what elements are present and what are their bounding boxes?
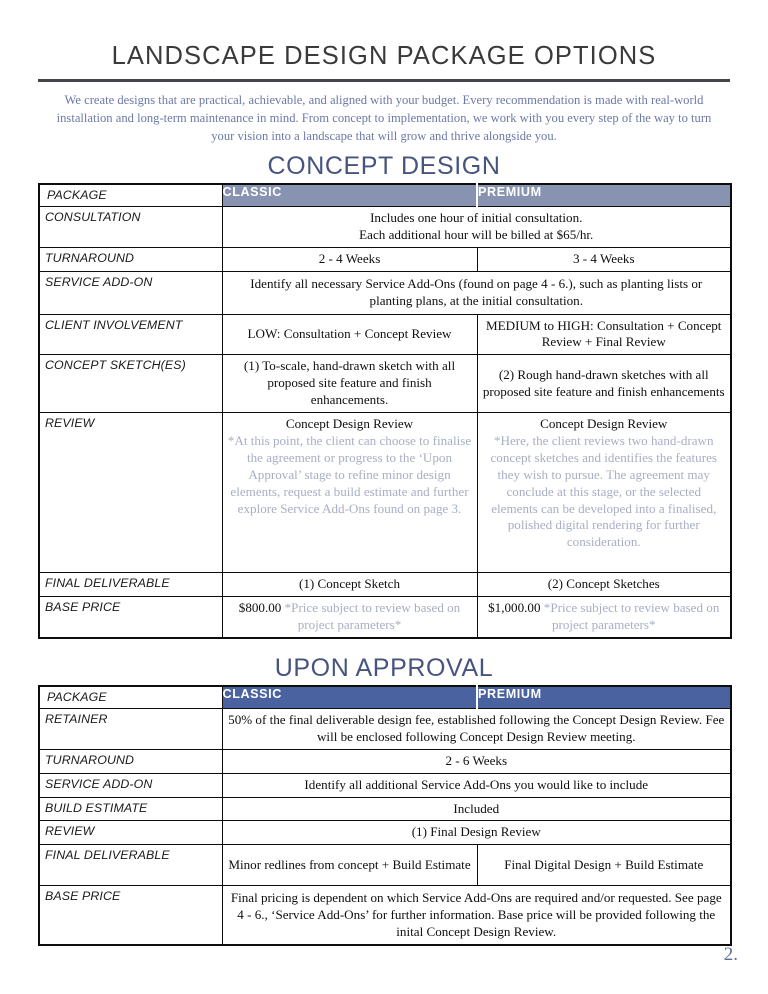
row-label-concept-sketches: CONCEPT SKETCH(ES) bbox=[39, 355, 222, 413]
column-header-premium: PREMIUM bbox=[477, 184, 731, 206]
table-header-row bbox=[39, 686, 731, 708]
row-value-client-involvement-classic: LOW: Consultation + Concept Review bbox=[222, 314, 477, 355]
row-value-build-estimate: Included bbox=[222, 797, 731, 821]
row-value-client-involvement-premium: MEDIUM to HIGH: Consultation + Concept Review + Final Review bbox=[477, 314, 731, 355]
base-price-classic-note: *Price subject to review based on project parameters* bbox=[284, 599, 461, 632]
table-row bbox=[39, 573, 731, 597]
row-label-service-add-on: SERVICE ADD-ON bbox=[39, 271, 222, 314]
row-label-turnaround: TURNAROUND bbox=[39, 749, 222, 773]
table-row bbox=[39, 206, 731, 247]
section-heading-concept-design: CONCEPT DESIGN bbox=[267, 151, 501, 180]
row-value-concept-sketches-classic: (1) To-scale, hand-drawn sketch with all proposed site feature and finish enhancements. bbox=[222, 355, 477, 413]
row-value-review: (1) Final Design Review bbox=[222, 821, 731, 845]
column-header-classic: CLASSIC bbox=[222, 184, 477, 206]
row-label-final-deliverable: FINAL DELIVERABLE bbox=[39, 573, 222, 597]
row-value-review-classic bbox=[222, 413, 477, 573]
row-label-build-estimate: BUILD ESTIMATE bbox=[39, 797, 222, 821]
review-classic-title: Concept Design Review bbox=[285, 416, 414, 432]
table-row bbox=[39, 708, 731, 749]
row-value-base-price: Final pricing is dependent on which Service Add-Ons are required and/or requested. See page 4 - 6., ‘Service Add-Ons’ for further information. Base price will be provided following the inital Concept Design Review. bbox=[222, 886, 731, 945]
row-value-final-deliverable-classic: Minor redlines from concept + Build Estimate bbox=[222, 845, 477, 886]
review-classic-note: *At this point, the client can choose to finalise the agreement or progress to the ‘Upon Approval’ stage to refine minor design elements, request a build estimate and further explore Service Add-Ons found on page 3. bbox=[227, 432, 472, 516]
page-number: 2. bbox=[723, 944, 738, 965]
row-value-consultation: Includes one hour of initial consultation. Each additional hour will be billed at $65/hr. bbox=[222, 206, 731, 247]
column-header-premium: PREMIUM bbox=[477, 686, 731, 708]
table-row bbox=[39, 773, 731, 797]
table-row bbox=[39, 749, 731, 773]
row-value-concept-sketches-premium: (2) Rough hand-drawn sketches with all proposed site feature and finish enhancements bbox=[477, 355, 731, 413]
table-row bbox=[39, 845, 731, 886]
row-label-retainer: RETAINER bbox=[39, 708, 222, 749]
table-row bbox=[39, 886, 731, 945]
intro-paragraph: We create designs that are practical, achievable, and aligned with your budget. Every recommendation is made with real-world installation and long-term maintenance in mind. From concept to implementation, we work with you every step of the way to turn your vision into a landscape that will grow and thrive alongside you. bbox=[56, 93, 712, 143]
upon-approval-table bbox=[38, 685, 732, 945]
row-label-base-price: BASE PRICE bbox=[39, 886, 222, 945]
row-label-final-deliverable: FINAL DELIVERABLE bbox=[39, 845, 222, 886]
row-label-review: REVIEW bbox=[39, 413, 222, 573]
page-title: LANDSCAPE DESIGN PACKAGE OPTIONS bbox=[111, 42, 657, 70]
table-row bbox=[39, 355, 731, 413]
row-value-review-premium bbox=[477, 413, 731, 573]
row-value-service-add-on: Identify all additional Service Add-Ons you would like to include bbox=[222, 773, 731, 797]
row-label-review: REVIEW bbox=[39, 821, 222, 845]
review-premium-note: *Here, the client reviews two hand-drawn concept sketches and identifies the features they wish to pursue. The agreement may conclude at this stage, or the selected elements can be developed into a finalised, polished digital rendering for further consideration. bbox=[490, 432, 717, 550]
row-value-retainer: 50% of the final deliverable design fee, established following the Concept Design Review. Fee will be enclosed following Concept Design Review meeting. bbox=[222, 708, 731, 749]
row-value-turnaround-premium: 3 - 4 Weeks bbox=[477, 247, 731, 271]
review-premium-title: Concept Design Review bbox=[540, 416, 668, 432]
row-value-final-deliverable-premium: Final Digital Design + Build Estimate bbox=[477, 845, 731, 886]
row-value-turnaround-classic: 2 - 4 Weeks bbox=[222, 247, 477, 271]
table-row bbox=[39, 314, 731, 355]
table-row bbox=[39, 271, 731, 314]
column-header-package: PACKAGE bbox=[39, 184, 222, 206]
concept-design-table bbox=[38, 183, 732, 638]
row-value-base-price-classic bbox=[222, 596, 477, 637]
row-value-final-deliverable-premium: (2) Concept Sketches bbox=[477, 573, 731, 597]
row-label-consultation: CONSULTATION bbox=[39, 206, 222, 247]
row-value-turnaround: 2 - 6 Weeks bbox=[222, 749, 731, 773]
title-divider bbox=[38, 79, 730, 82]
table-row bbox=[39, 821, 731, 845]
row-label-service-add-on: SERVICE ADD-ON bbox=[39, 773, 222, 797]
table-header-row bbox=[39, 184, 731, 206]
row-value-service-add-on: Identify all necessary Service Add-Ons (found on page 4 - 6.), such as planting lists or planting plans, at the initial consultation. bbox=[222, 271, 731, 314]
column-header-package: PACKAGE bbox=[39, 686, 222, 708]
row-label-turnaround: TURNAROUND bbox=[39, 247, 222, 271]
row-value-base-price-premium bbox=[477, 596, 731, 637]
table-row bbox=[39, 797, 731, 821]
row-value-final-deliverable-classic: (1) Concept Sketch bbox=[222, 573, 477, 597]
column-header-classic: CLASSIC bbox=[222, 686, 477, 708]
base-price-premium-amount: $1,000.00 bbox=[488, 599, 541, 615]
section-heading-upon-approval: UPON APPROVAL bbox=[274, 653, 494, 682]
table-row bbox=[39, 413, 731, 573]
base-price-premium-note: *Price subject to review based on project parameters* bbox=[543, 599, 720, 632]
base-price-classic-amount: $800.00 bbox=[238, 599, 282, 615]
table-row bbox=[39, 596, 731, 637]
row-label-client-involvement: CLIENT INVOLVEMENT bbox=[39, 314, 222, 355]
table-row bbox=[39, 247, 731, 271]
row-label-base-price: BASE PRICE bbox=[39, 596, 222, 637]
